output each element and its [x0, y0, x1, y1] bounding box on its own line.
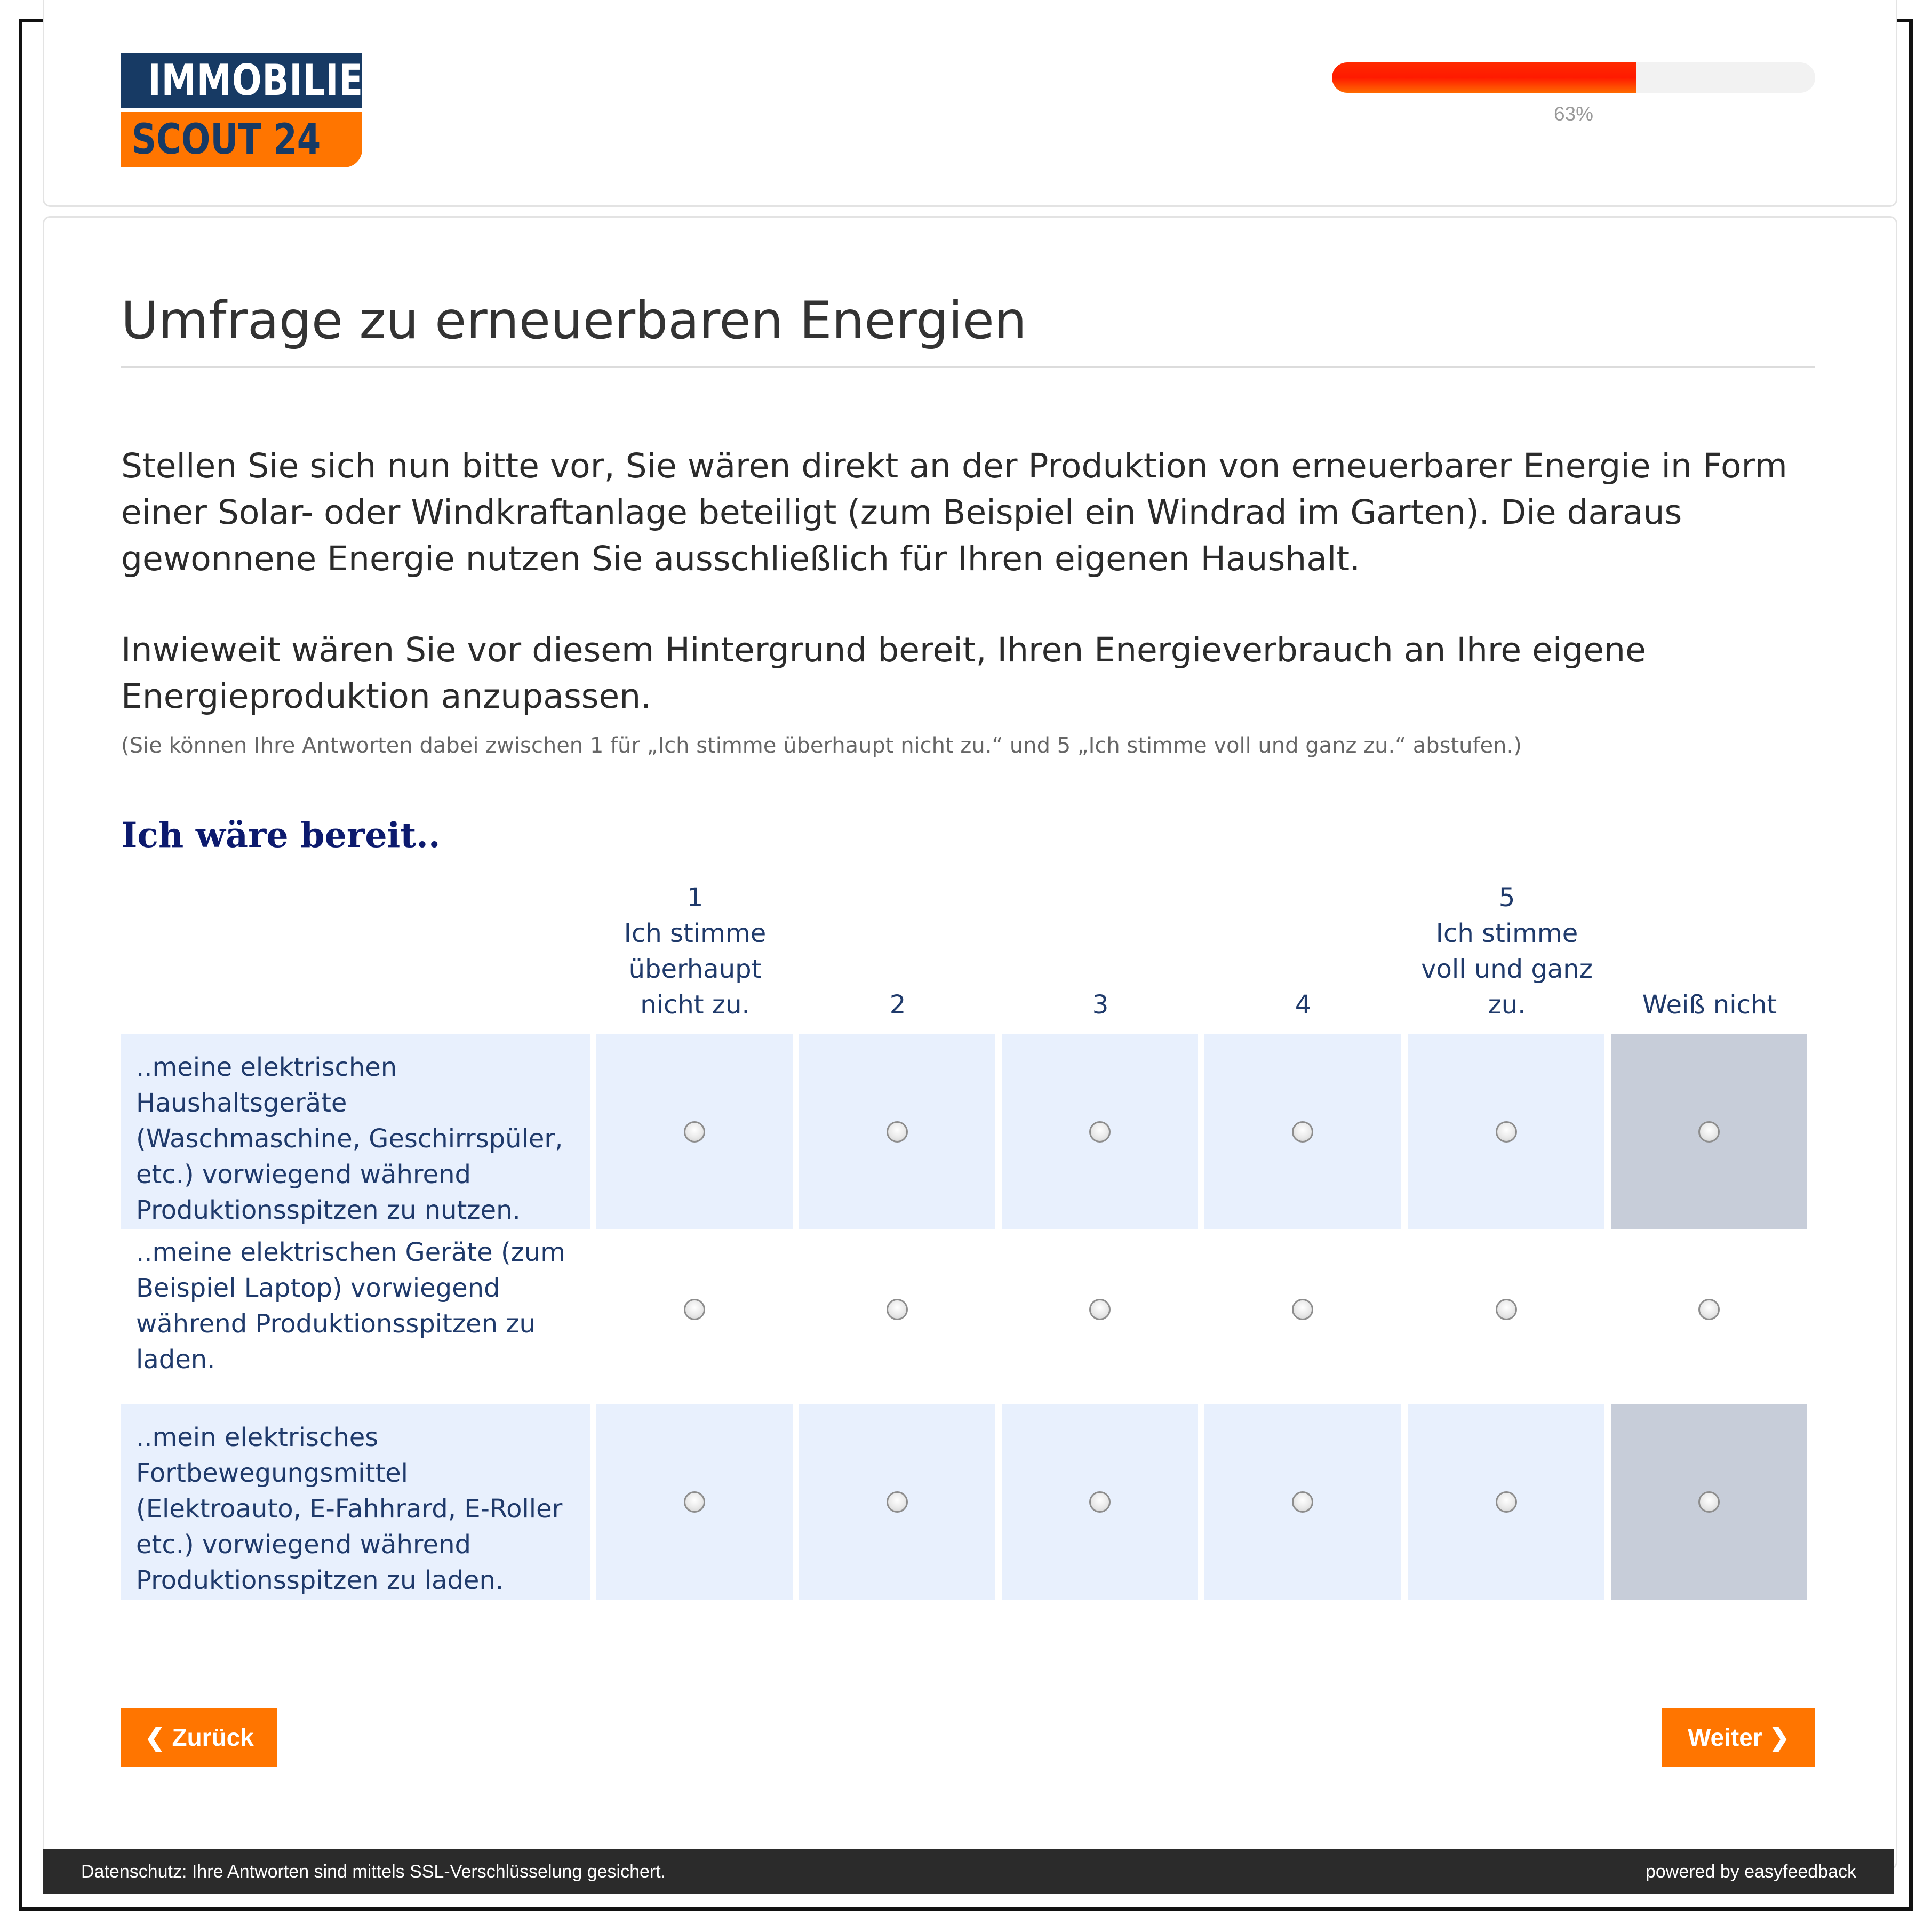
footer: [43, 1849, 1894, 1894]
radio-row3-col3[interactable]: [1089, 1491, 1111, 1513]
radio-row1-col3[interactable]: [1089, 1121, 1111, 1143]
radio-row2-col5[interactable]: [1496, 1299, 1517, 1320]
chevron-right-icon: ❯: [1769, 1723, 1790, 1751]
question-paragraph: Inwieweit wären Sie vor diesem Hintergrund bereit, Ihren Energieverbrauch an Ihre eigene Energieproduktion anzupassen.: [121, 630, 1646, 716]
column-header-text: überhaupt: [628, 954, 762, 984]
privacy-note: Datenschutz: Ihre Antworten sind mittels SSL-Verschlüsselung gesichert.: [81, 1862, 666, 1882]
progress-bar-fill: [1332, 62, 1636, 93]
row-label-3: ..mein elektrisches Fortbewegungsmittel (Elektroauto, E-Fahhrard, E-Roller etc.) vorwiegend während Produktionsspitzen zu laden.: [121, 1404, 590, 1600]
row-label-1: ..meine elektrischen Haushaltsgeräte (Waschmaschine, Geschirrspüler, etc.) vorwiegend während Produktionsspitzen zu nutzen.: [121, 1034, 590, 1229]
row-label-2: ..meine elektrischen Geräte (zum Beispiel Laptop) vorwiegend während Produktionsspitzen zu laden.: [136, 1237, 566, 1375]
column-header-text: 4: [1295, 990, 1312, 1020]
column-header-text: 1: [686, 883, 704, 913]
radio-row2-col1[interactable]: [684, 1299, 705, 1320]
back-button[interactable]: [121, 1708, 277, 1767]
radio-row1-col2[interactable]: [887, 1121, 908, 1143]
radio-row2-col2[interactable]: [887, 1299, 908, 1320]
radio-row3-col6[interactable]: [1698, 1491, 1720, 1513]
radio-row1-col5[interactable]: [1496, 1121, 1517, 1143]
next-button[interactable]: [1662, 1708, 1815, 1767]
immobilienscout24-logo: [121, 53, 393, 167]
radio-row1-col4[interactable]: [1292, 1121, 1313, 1143]
radio-row2-col6[interactable]: [1698, 1299, 1720, 1320]
radio-row3-col1[interactable]: [684, 1491, 705, 1513]
radio-row2-col3[interactable]: [1089, 1299, 1111, 1320]
chevron-left-icon: ❮: [145, 1723, 165, 1751]
column-header-2: [799, 879, 996, 1023]
column-header-text: Weiß nicht: [1642, 990, 1777, 1020]
progress-bar: [1332, 62, 1815, 93]
progress-label: 63%: [1553, 103, 1594, 125]
column-header-text: Ich stimme: [624, 918, 767, 948]
next-button-label: Weiter: [1687, 1723, 1762, 1751]
column-header-5: [1408, 879, 1606, 1023]
column-header-text: Ich stimme: [1435, 918, 1578, 948]
radio-row1-col6[interactable]: [1698, 1121, 1720, 1143]
column-header-text: voll und ganz: [1421, 954, 1593, 984]
matrix-subheading: Ich wäre bereit..: [121, 815, 441, 856]
radio-row3-col5[interactable]: [1496, 1491, 1517, 1513]
page-title: Umfrage zu erneuerbaren Energien: [121, 291, 1027, 350]
scale-hint: (Sie können Ihre Antworten dabei zwischen 1 für „Ich stimme überhaupt nicht zu.“ und 5 „Ich stimme voll und ganz zu.“ abstufen.): [121, 733, 1522, 758]
column-header-3: [1002, 879, 1199, 1023]
back-button-label: Zurück: [172, 1723, 254, 1751]
column-header-text: nicht zu.: [640, 990, 750, 1020]
column-header-text: 3: [1092, 990, 1109, 1020]
powered-by: powered by easyfeedback: [1645, 1862, 1856, 1882]
intro-paragraph: Stellen Sie sich nun bitte vor, Sie wären direkt an der Produktion von erneuerbarer Energie in Form einer Solar- oder Windkraftanlage beteiligt (zum Beispiel ein Windrad im Garten). Die daraus gewonnene Energie nutzen Sie ausschließlich für Ihren eigenen Haushalt.: [121, 446, 1787, 578]
column-header-6: [1611, 879, 1808, 1023]
column-header-text: zu.: [1488, 990, 1526, 1020]
column-header-text: 2: [889, 990, 906, 1020]
radio-row1-col1[interactable]: [684, 1121, 705, 1143]
logo-bottom-text: SCOUT 24: [121, 112, 362, 167]
column-header-4: [1204, 879, 1402, 1023]
column-header-1: [596, 879, 794, 1023]
column-header-text: 5: [1498, 883, 1515, 913]
logo-top-text: IMMOBILIEN: [121, 53, 362, 108]
title-divider: [121, 366, 1815, 368]
radio-row3-col2[interactable]: [887, 1491, 908, 1513]
radio-row2-col4[interactable]: [1292, 1299, 1313, 1320]
radio-row3-col4[interactable]: [1292, 1491, 1313, 1513]
